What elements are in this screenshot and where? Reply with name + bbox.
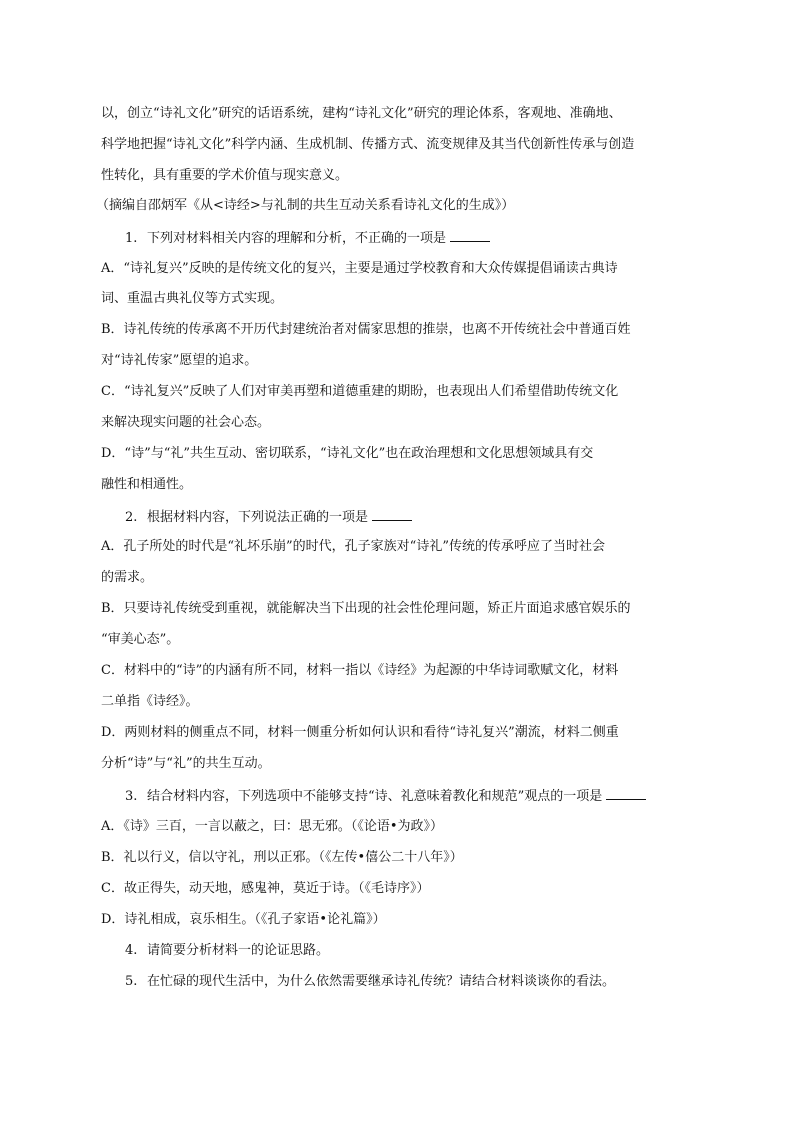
question-3: [125, 787, 646, 806]
option-b: B．诗礼传统的传承离不开历代封建统治者对儒家思想的推崇，也离不开传统社会中普通百姓: [101, 322, 631, 337]
question-stem: 结合材料内容，下列选项中不能够支持“诗、礼意味着教化和规范”观点的一项是: [147, 789, 603, 804]
question-4: [125, 942, 329, 960]
passage-source: （摘编自邵炳军《从<诗经>与礼制的共生互动关系看诗礼文化的生成》）: [96, 198, 515, 213]
question-stem: 下列对材料相关内容的理解和分析，不正确的一项是: [147, 231, 447, 246]
option-c-cont: 二单指《诗经》。: [101, 694, 199, 709]
option-b: B．礼以行义，信以守礼，刑以正邪。（《左传•僖公二十八年》）: [101, 850, 463, 865]
question-number: 3.: [125, 789, 138, 804]
option-c: C．故正得失，动天地，感鬼神，莫近于诗。（《毛诗序》）: [101, 881, 430, 896]
option-c-cont: 来解决现实问题的社会心态。: [101, 415, 271, 430]
passage-line: 性转化，具有重要的学术价值与现实意义。: [101, 168, 349, 183]
option-c: C．“诗礼复兴”反映了人们对审美再塑和道德重建的期盼，也表现出人们希望借助传统文化: [101, 384, 619, 399]
option-a: A．孔子所处的时代是“礼坏乐崩”的时代，孔子家族对“诗礼”传统的传承呼应了当时社会: [101, 539, 605, 554]
option-a-cont: 的需求。: [101, 570, 154, 585]
option-d: D．“诗”与“礼”共生互动、密切联系，“诗礼文化”也在政治理想和文化思想领域具有交: [101, 446, 594, 461]
question-1: [125, 229, 490, 248]
option-b: B．只要诗礼传统受到重视，就能解决当下出现的社会性伦理问题，矫正片面追求感官娱乐的: [101, 601, 631, 616]
question-number: 2.: [125, 510, 138, 525]
question-5: [125, 973, 615, 991]
question-number: 1.: [125, 231, 138, 246]
passage-line: 以，创立“诗礼文化”研究的话语系统，建构“诗礼文化”研究的理论体系，客观地、准确地、: [101, 106, 622, 121]
option-d-cont: 融性和相通性。: [101, 477, 193, 492]
question-stem: 根据材料内容，下列说法正确的一项是: [147, 510, 369, 525]
passage-line: 科学地把握“诗礼文化”科学内涵、生成机制、传播方式、流变规律及其当代创新性传承与创造: [101, 137, 635, 152]
option-b-cont: “审美心态”。: [101, 632, 180, 647]
option-d: D．两则材料的侧重点不同，材料一侧重分析如何认识和看待“诗礼复兴”潮流，材料二侧重: [101, 725, 619, 740]
question-number: 4.: [125, 943, 138, 958]
answer-blank[interactable]: [606, 787, 646, 800]
answer-blank[interactable]: [450, 229, 490, 242]
question-stem: 在忙碌的现代生活中，为什么依然需要继承诗礼传统？请结合材料谈谈你的看法。: [147, 974, 616, 989]
option-a: A．“诗礼复兴”反映的是传统文化的复兴，主要是通过学校教育和大众传媒提倡诵读古典诗: [101, 261, 618, 276]
option-a-cont: 词、重温古典礼仪等方式实现。: [101, 291, 284, 306]
question-2: [125, 508, 412, 527]
question-stem: 请简要分析材料一的论证思路。: [147, 943, 330, 958]
option-d: D．诗礼相成，哀乐相生。（《孔子家语•论礼篇》）: [101, 912, 386, 927]
option-b-cont: 对“诗礼传家”愿望的追求。: [101, 353, 258, 368]
answer-blank[interactable]: [372, 508, 412, 521]
option-a: A．《诗》三百，一言以蔽之，曰：思无邪。（《论语•为政》）: [101, 819, 444, 834]
option-d-cont: 分析“诗”与“礼”的共生互动。: [101, 756, 271, 771]
question-number: 5.: [125, 974, 138, 989]
option-c: C．材料中的“诗”的内涵有所不同，材料一指以《诗经》为起源的中华诗词歌赋文化，材料: [101, 663, 619, 678]
